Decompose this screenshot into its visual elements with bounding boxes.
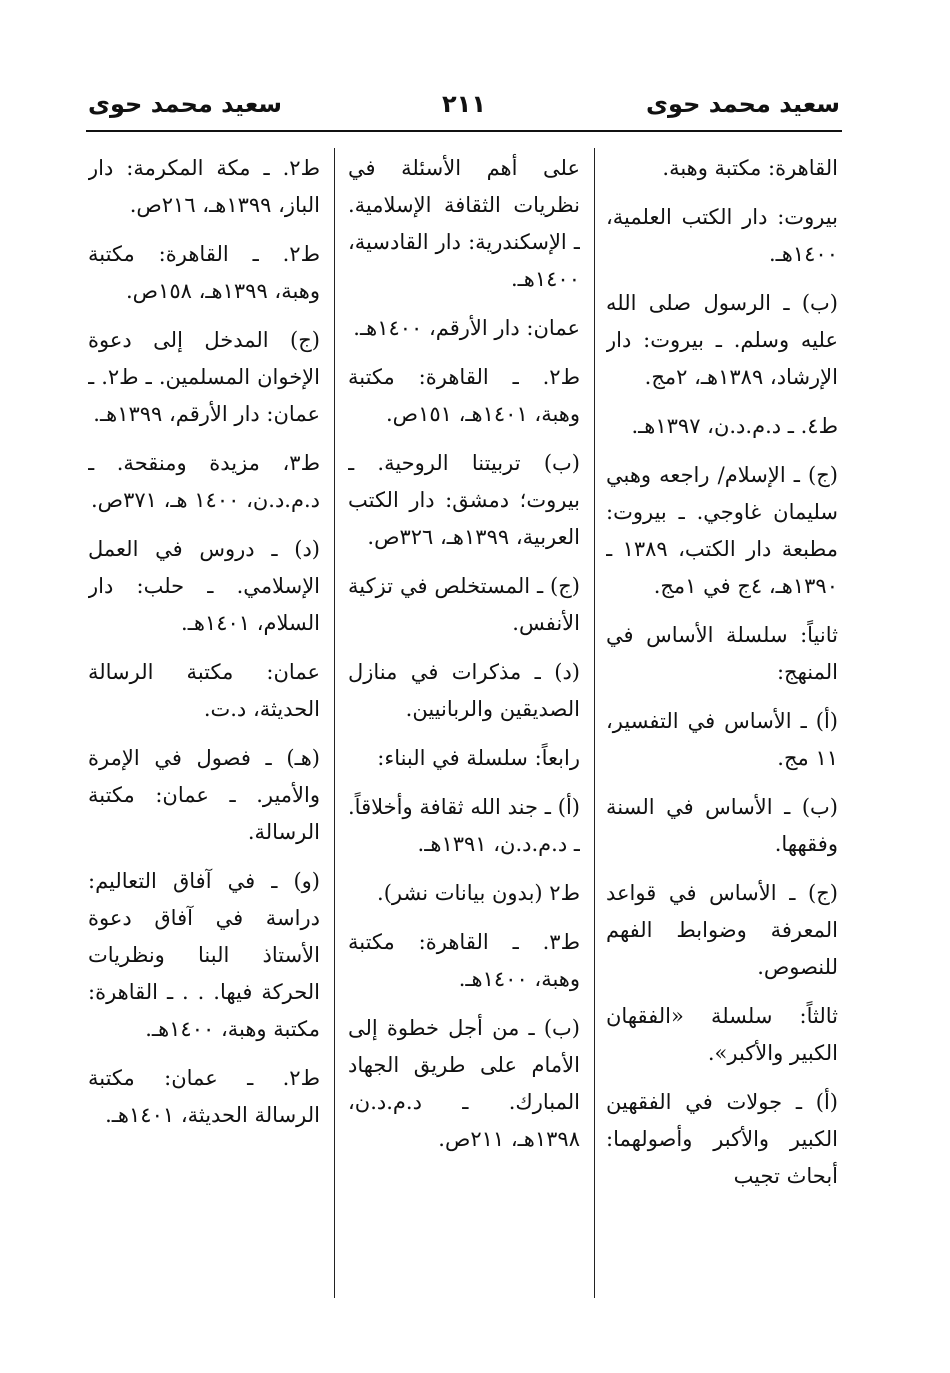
section-heading: ثانياً: سلسلة الأساس في المنهج: [606,623,838,684]
bib-entry: (د) ـ دروس في العمل الإسلامي. ـ حلب: دار السلام، ١٤٠١هـ. [88,537,320,635]
bib-entry: (ب) ـ الأساس في السنة وفقهها. [606,795,838,856]
bib-entry: (ج) ـ المستخلص في تزكية الأنفس. [348,574,580,635]
running-title-left: سعيد محمد حوى [88,90,282,118]
header-rule [86,130,842,132]
bib-entry: (ب) ـ الرسول صلى الله عليه وسلم. ـ بيروت: دار الإرشاد، ١٣٨٩هـ، ٢مج. [606,291,838,389]
bib-entry: (أ) ـ جولات في الفقهين الكبير والأكبر وأصولهما: أبحاث تجيب [606,1090,838,1188]
column-left [88,150,320,1320]
bib-entry: ط٢ (بدون بيانات نشر). [377,881,580,905]
bib-entry: ط٣، مزيدة ومنقحة. ـ د.م.د.ن، ١٤٠٠ هـ، ٣٧١ص. [88,451,320,512]
bib-entry: (و) ـ في آفاق التعاليم: دراسة في آفاق دعوة الأستاذ البنا ونظريات الحركة فيها. . . ـ القاهرة: مكتبة وهبة، ١٤٠٠هـ. [88,869,320,1041]
bib-entry: ط٣. ـ القاهرة: مكتبة وهبة، ١٤٠٠هـ. [348,930,580,991]
section-heading: رابعاً: سلسلة في البناء: [377,746,580,770]
bib-entry: (هـ) ـ فصول في الإمرة والأمير. ـ عمان: مكتبة الرسالة. [88,746,320,844]
bib-entry: ط٢. ـ القاهرة: مكتبة وهبة، ١٤٠١هـ، ١٥١ص. [348,365,580,426]
bib-entry: عمان: مكتبة الرسالة الحديثة، د.ت. [88,660,320,721]
bib-entry: (ج) ـ الإسلام/ راجعه وهبي سليمان غاوجي. ـ بيروت: مطبعة دار الكتب، ١٣٨٩ ـ ١٣٩٠هـ، ٤ج في ١مج. [606,463,838,598]
bib-entry: ط٢. ـ مكة المكرمة: دار الباز، ١٣٩٩هـ، ٢١٦ص. [88,156,320,217]
bib-entry: (أ) ـ جند الله ثقافة وأخلاقاً. ـ د.م.د.ن، ١٣٩١هـ. [348,795,580,856]
bib-entry: بيروت: دار الكتب العلمية، ١٤٠٠هـ. [606,205,838,266]
column-divider [594,148,595,1298]
bib-entry: عمان: دار الأرقم، ١٤٠٠هـ. [353,316,580,340]
section-heading: ثالثاً: سلسلة «الفقهان الكبير والأكبر». [606,1004,838,1065]
bib-entry: القاهرة: مكتبة وهبة. [662,156,838,180]
column-divider [334,148,335,1298]
bib-entry: (ب) تربيتنا الروحية. ـ بيروت؛ دمشق: دار الكتب العربية، ١٣٩٩هـ، ٣٢٦ص. [348,451,580,549]
bib-entry: (د) ـ مذكرات في منازل الصديقين والربانيين. [348,660,580,721]
bib-entry: على أهم الأسئلة في نظريات الثقافة الإسلامية. ـ الإسكندرية: دار القادسية، ١٤٠٠هـ. [348,156,580,291]
bib-entry: ط٢. ـ عمان: مكتبة الرسالة الحديثة، ١٤٠١هـ. [88,1066,320,1127]
bib-entry: (ج) ـ الأساس في قواعد المعرفة وضوابط الفهم للنصوص. [606,881,838,979]
column-middle [348,150,580,1320]
page-header [88,88,840,128]
bib-entry: (ب) ـ من أجل خطوة إلى الأمام على طريق الجهاد المبارك. ـ د.م.د.ن، ١٣٩٨هـ، ٢١١ص. [348,1016,580,1151]
page-number: ٢١١ [442,90,486,118]
bib-entry: (ج) المدخل إلى دعوة الإخوان المسلمين. ـ ط٢. ـ عمان: دار الأرقم، ١٣٩٩هـ. [88,328,320,426]
column-right [606,150,838,1320]
bib-entry: ط٢. ـ القاهرة: مكتبة وهبة، ١٣٩٩هـ، ١٥٨ص. [88,242,320,303]
running-title-right: سعيد محمد حوى [646,90,840,118]
bib-entry: ط٤. ـ د.م.د.ن، ١٣٩٧هـ. [631,414,838,438]
bib-entry: (أ) ـ الأساس في التفسير، ١١ مج. [606,709,838,770]
